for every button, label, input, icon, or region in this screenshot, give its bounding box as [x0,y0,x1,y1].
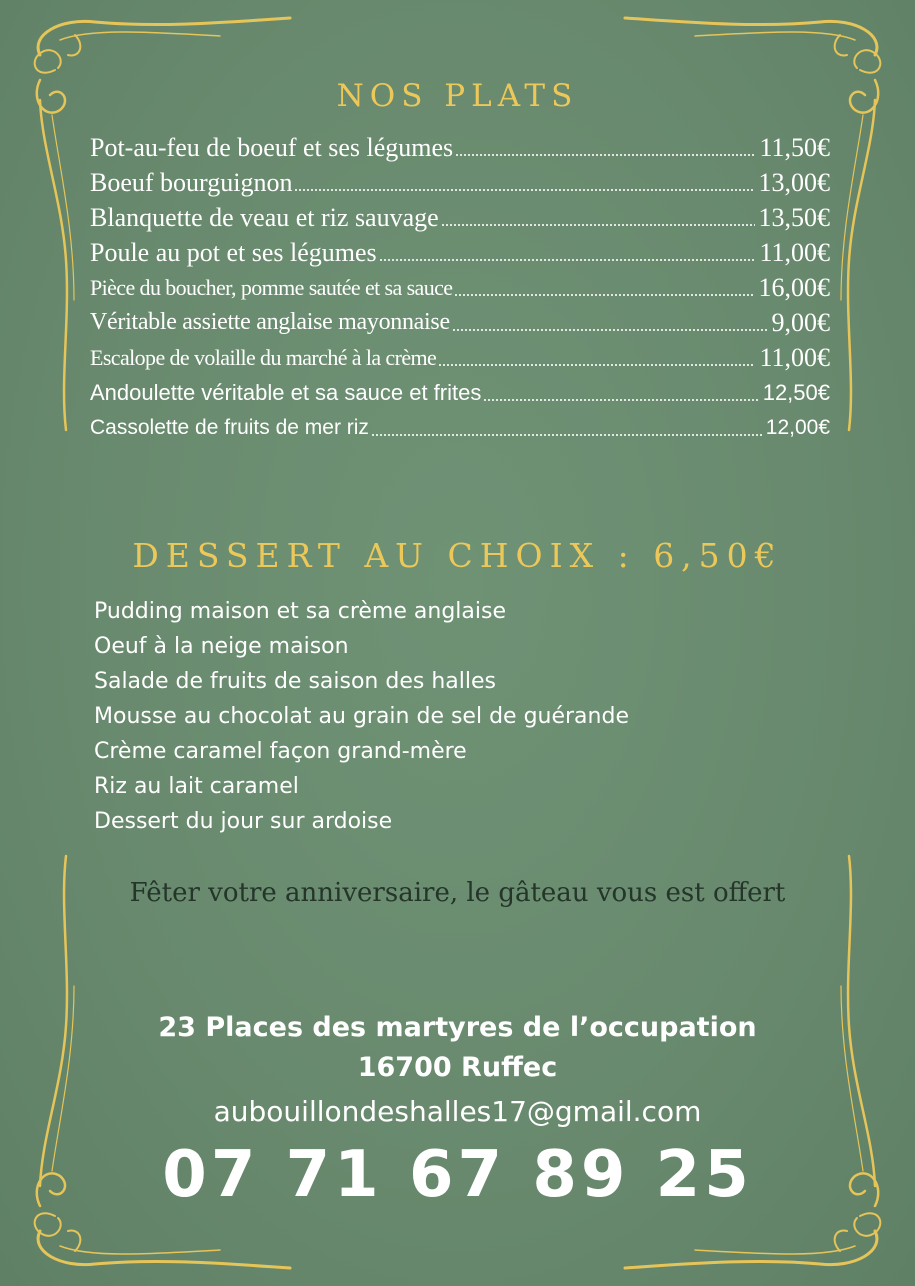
dessert-item: Pudding maison et sa crème anglaise [94,599,506,624]
plats-section-title: NOS PLATS [336,78,579,114]
dish-name: Pot-au-feu de boeuf et ses légumes [90,133,454,162]
dish-price: 9,00€ [771,308,830,337]
dish-price: 13,50€ [758,203,830,232]
dish-price: 11,50€ [759,133,830,162]
dessert-item: Oeuf à la neige maison [94,634,349,659]
dish-row [90,375,830,410]
dot-leader [452,329,768,331]
dessert-item: Dessert du jour sur ardoise [94,809,393,834]
dish-name: Cassolette de fruits de mer riz [90,416,369,439]
birthday-note: Fêter votre anniversaire, le gâteau vous est offert [129,878,786,908]
phone-number: 07 71 67 89 25 [162,1138,753,1212]
address-line: 23 Places des martyres de l’occupation [158,1012,757,1043]
dish-row [90,200,830,235]
dish-name: Véritable assiette anglaise mayonnaise [90,309,450,335]
dish-row [90,340,830,375]
dish-price: 11,00€ [759,343,830,372]
dot-leader [454,294,754,296]
dot-leader [441,224,755,226]
dish-name: Pièce du boucher, pomme sautée et sa sauce [90,275,453,300]
dish-price: 16,00€ [758,273,830,302]
dish-price: 12,50€ [762,380,830,405]
dot-leader [483,399,758,401]
city-line: 16700 Ruffec [357,1052,558,1083]
dessert-item: Riz au lait caramel [94,774,299,799]
dot-leader [371,434,762,436]
dish-row [90,130,830,165]
email-address: aubouillondeshalles17@gmail.com [213,1095,702,1128]
dish-price: 13,00€ [758,168,830,197]
dish-name: Blanquette de veau et riz sauvage [90,203,439,232]
dish-row [90,270,830,305]
dish-price: 11,00€ [759,238,830,267]
dessert-item: Crème caramel façon grand-mère [94,739,467,764]
dish-name: Poule au pot et ses légumes [90,238,377,267]
dish-list [90,130,830,445]
dish-row [90,165,830,200]
dish-name: Escalope de volaille du marché à la crème [90,345,437,370]
dish-row [90,235,830,270]
dessert-item: Salade de fruits de saison des halles [94,669,496,694]
dot-leader [438,364,755,366]
dish-name: Andoulette véritable et sa sauce et frites [90,380,482,405]
dot-leader [379,259,756,261]
dot-leader [294,189,754,191]
dessert-item: Mousse au chocolat au grain de sel de guérande [94,704,629,729]
dish-row [90,410,830,445]
dish-row [90,305,830,340]
dot-leader [455,154,755,156]
dessert-section-title: DESSERT AU CHOIX : 6,50€ [132,536,783,575]
dish-price: 12,00€ [765,416,830,439]
dish-name: Boeuf bourguignon [90,168,293,197]
dessert-list [94,594,794,839]
